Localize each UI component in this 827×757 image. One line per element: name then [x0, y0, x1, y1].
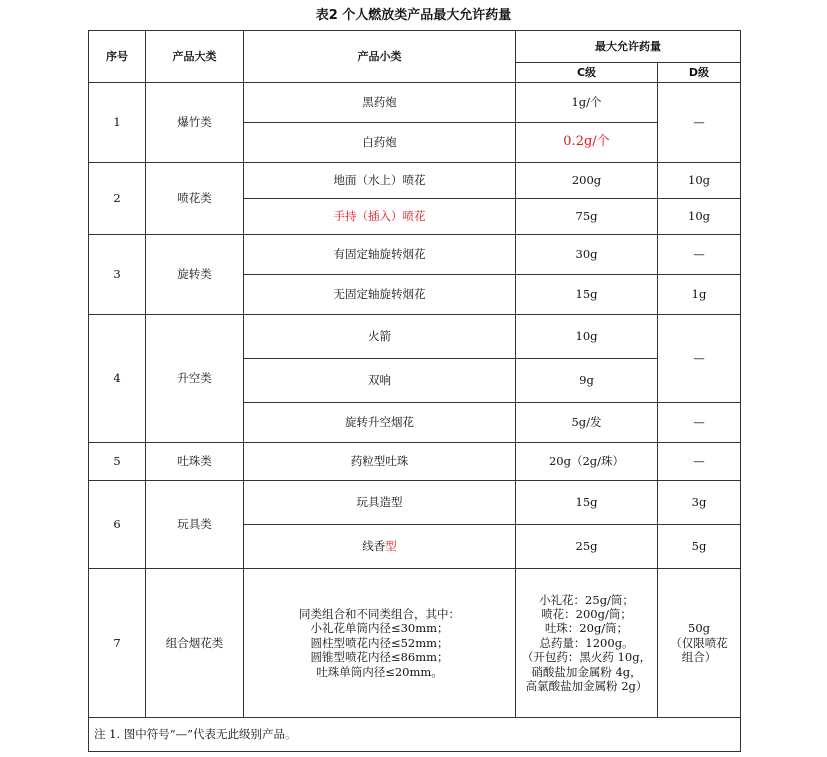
header-c-level: C级	[516, 63, 658, 83]
subcategory-cell: 药粒型吐珠	[244, 443, 516, 481]
c-level-cell: 10g	[516, 315, 658, 359]
c-level-cell: 9g	[516, 359, 658, 403]
subcategory-text: 线香型	[362, 539, 397, 554]
c-level-cell: 75g	[516, 199, 658, 235]
fireworks-charge-table	[88, 30, 741, 752]
subcategory-cell: 有固定轴旋转烟花	[244, 235, 516, 275]
row-seq: 3	[89, 235, 146, 315]
subcategory-cell	[244, 525, 516, 569]
subcategory-cell: 火箭	[244, 315, 516, 359]
row-seq: 5	[89, 443, 146, 481]
c-level-cell: 1g/个	[516, 83, 658, 123]
row-category: 喷花类	[146, 163, 244, 235]
subcategory-cell: 黑药炮	[244, 83, 516, 123]
c-level-cell: 0.2g/个	[516, 123, 658, 163]
c-level-cell: 15g	[516, 481, 658, 525]
table-title: 表2 个人燃放类产品最大允许药量	[315, 8, 512, 23]
header-seq: 序号	[89, 31, 146, 83]
row-seq: 4	[89, 315, 146, 443]
c-level-cell: 200g	[516, 163, 658, 199]
d-level-cell: —	[658, 403, 741, 443]
c-level-cell: 5g/发	[516, 403, 658, 443]
d-level-cell: —	[658, 83, 741, 163]
row-seq: 6	[89, 481, 146, 569]
c-level-cell: 25g	[516, 525, 658, 569]
c-level-cell: 小礼花：25g/筒； 喷花：200g/筒； 吐珠：20g/筒； 总药量：1200g。 （开包药：黑火药 10g， 硝酸盐加金属粉 4g， 高氯酸盐加金属粉 2g）	[516, 569, 658, 718]
header-d-level: D级	[658, 63, 741, 83]
subcategory-cell: 白药炮	[244, 123, 516, 163]
row-seq: 1	[89, 83, 146, 163]
d-level-cell: 10g	[658, 199, 741, 235]
header-subcategory: 产品小类	[244, 31, 516, 83]
d-level-cell: —	[658, 443, 741, 481]
subcategory-cell: 手持（插入）喷花	[244, 199, 516, 235]
row-category: 旋转类	[146, 235, 244, 315]
row-category: 升空类	[146, 315, 244, 443]
subcategory-cell: 地面（水上）喷花	[244, 163, 516, 199]
c-level-cell: 15g	[516, 275, 658, 315]
note-text: 注 1. 图中符号“—”代表无此级别产品。	[94, 727, 297, 742]
d-level-cell: —	[658, 315, 741, 403]
subcategory-cell: 同类组合和不同类组合，其中： 小礼花单筒内径≤30mm； 圆柱型喷花内径≤52mm； 圆锥型喷花内径≤86mm； 吐珠单筒内径≤20mm。	[244, 569, 516, 718]
row-category: 玩具类	[146, 481, 244, 569]
row-seq: 7	[89, 569, 146, 718]
row-category: 组合烟花类	[146, 569, 244, 718]
row-category: 爆竹类	[146, 83, 244, 163]
d-level-cell: 1g	[658, 275, 741, 315]
subcategory-cell: 双响	[244, 359, 516, 403]
highlight-char: 型	[385, 539, 397, 554]
d-level-cell: 5g	[658, 525, 741, 569]
header-max-charge: 最大允许药量	[516, 31, 741, 63]
d-level-cell: 3g	[658, 481, 741, 525]
c-level-cell: 20g（2g/珠）	[516, 443, 658, 481]
d-level-cell: 50g （仅限喷花 组合）	[658, 569, 741, 718]
header-category: 产品大类	[146, 31, 244, 83]
subcategory-cell: 旋转升空烟花	[244, 403, 516, 443]
subcategory-cell: 无固定轴旋转烟花	[244, 275, 516, 315]
subcategory-cell: 玩具造型	[244, 481, 516, 525]
row-seq: 2	[89, 163, 146, 235]
d-level-cell: 10g	[658, 163, 741, 199]
d-level-cell: —	[658, 235, 741, 275]
table-note	[89, 718, 741, 752]
c-level-cell: 30g	[516, 235, 658, 275]
row-category: 吐珠类	[146, 443, 244, 481]
